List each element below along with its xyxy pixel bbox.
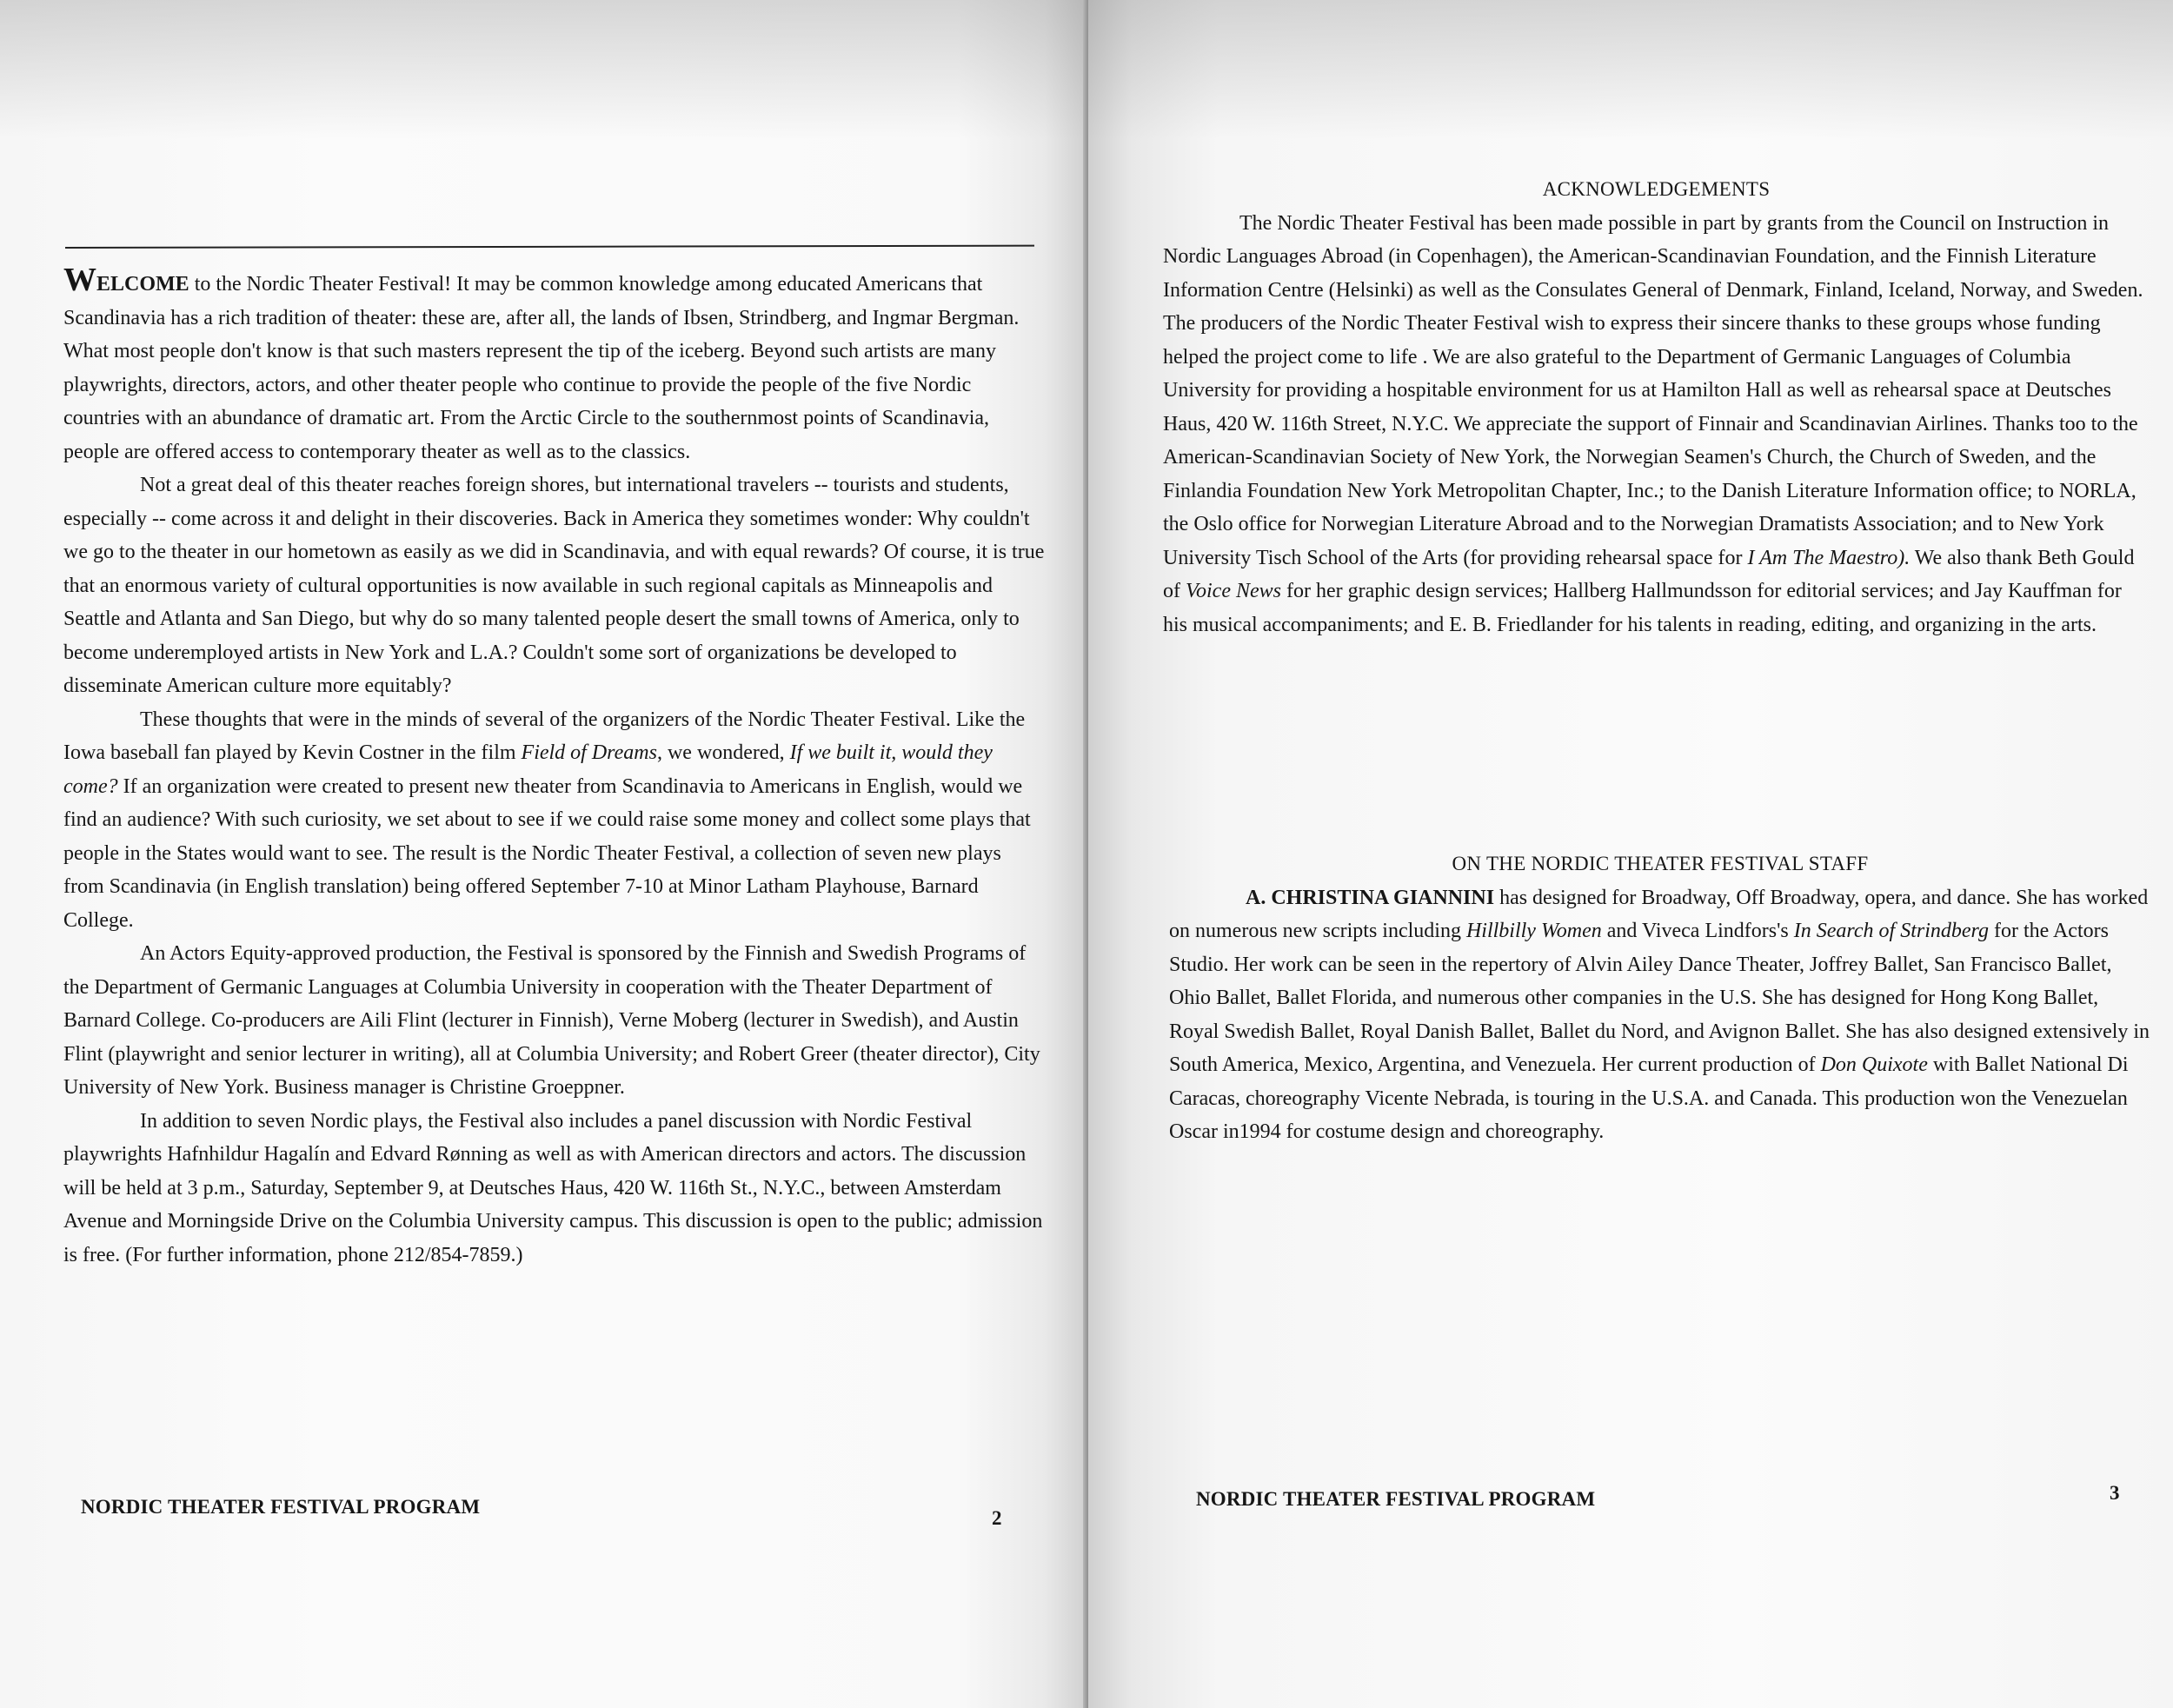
- film-title: Field of Dreams: [521, 741, 657, 764]
- page-shadow: [0, 0, 1088, 139]
- acknowledgements-paragraph: [1163, 207, 2150, 642]
- welcome-paragraph-2: Not a great deal of this theater reaches foreign shores, but international travelers -- tourists and students, especially -- come across it and delight in their discoveries. Back in America they sometimes wonder: Why couldn't we go to the theater in our hometown as easily as we did in Scandinavia, and with equal rewards? Of course, it is true that an enormous variety of cultural opportunities is now available in such regional capitals as Minneapolis and Seattle and Atlanta and San Diego, but why do so many talented people desert the small towns of America, only to become underemployed artists in New York and L.A.? Couldn't some sort of organizations be developed to disseminate American culture more equitably?: [63, 474, 1045, 697]
- welcome-paragraph-1: [63, 263, 1046, 469]
- welcome-section: [63, 263, 1046, 1272]
- acknowledgements-text-c: for her graphic design services; Hallberg Hallmundsson for editorial services; and Jay Kauffman for his musical accompaniments; and E. B. Friedlander for his talents in reading, editing, and organizing in the arts.: [1163, 580, 2122, 636]
- work-title-2: In Search of Strindberg: [1793, 920, 1989, 942]
- staff-text-c: for the Actors Studio. Her work can be seen in the repertory of Alvin Ailey Dance Theater, Joffrey Ballet, San Francisco Ballet, Ohio Ballet, Ballet Florida, and numerous other companies in the U.S. She has designed for Hong Kong Ballet, Royal Swedish Ballet, Royal Danish Ballet, Ballet du Nord, and Avignon Ballet. She has also designed extensively in South America, Mexico, Argentina, and Venezuela. Her current production of: [1169, 920, 2150, 1076]
- welcome-paragraph-3: [63, 703, 1046, 938]
- welcome-paragraph-5: In addition to seven Nordic plays, the Festival also includes a panel discussion with Nordic Festival playwrights Hafnhildur Hagalín and Edvard Rønning as well as with American directors and actors. The discussion will be held at 3 p.m., Saturday, September 9, at Deutsches Haus, 420 W. 116th St., N.Y.C., between Amsterdam Avenue and Morningside Drive on the Columbia University campus. This discussion is open to the public; admission is free. (For further information, phone 212/854-7859.): [63, 1109, 1043, 1266]
- acknowledgements-text-a: The Nordic Theater Festival has been made possible in part by grants from the Council on Instruction in Nordic Languages Abroad (in Copenhagen), the American-Scandinavian Foundation, and the Finnish Literature Information Centre (Helsinki) as well as the Consulates General of Denmark, Finland, Iceland, Norway, and Sweden. The producers of the Nordic Theater Festival wish to express their sincere thanks to these groups whose funding helped the project come to life . We are also grateful to the Department of Germanic Languages of Columbia University for providing a hospitable environment for us at Hamilton Hall as well as rehearsal space at Deutsches Haus, 420 W. 116th Street, N.Y.C. We appreciate the support of Finnair and Scandinavian Airlines. Thanks too to the American-Scandinavian Society of New York, the Norwegian Seamen's Church, the Church of Sweden, and the Finlandia Foundation New York Metropolitan Chapter, Inc.; to the Danish Literature Information office; to NORLA, the Oslo office for Norwegian Literature Abroad and to the Norwegian Dramatists Association; and to New York University Tisch School of the Arts (for providing rehearsal space for: [1163, 211, 2143, 569]
- staff-section: [1169, 847, 2151, 1149]
- staff-text-d: with Ballet National Di Caracas, choreography Vicente Nebrada, is touring in the U.S.A. and Canada. This production won the Venezuelan Oscar in1994 for costume design and choreography.: [1169, 1053, 2129, 1143]
- acknowledgements-text-b: We also thank Beth Gould of: [1163, 546, 2135, 602]
- acknowledgements-heading: ACKNOWLEDGEMENTS: [1542, 178, 1771, 200]
- work-title-3: Don Quixote: [1820, 1053, 1928, 1076]
- welcome-paragraph-3-text-c: If an organization were created to present new theater from Scandinavia to Americans in English, would we find an audience? With such curiosity, we set about to see if we could raise some money and collect some plays that people in the States would want to see. The result is the Nordic Theater Festival, a collection of seven new plays from Scandinavia (in English translation) being offered September 7-10 at Minor Latham Playhouse, Barnard College.: [63, 774, 1031, 932]
- publication-title: Voice News: [1186, 580, 1281, 602]
- right-page-number: 3: [2110, 1482, 2120, 1504]
- left-footer: NORDIC THEATER FESTIVAL PROGRAM: [81, 1496, 481, 1518]
- welcome-paragraph-3-text-b: , we wondered,: [656, 741, 790, 764]
- staff-heading: ON THE NORDIC THEATER FESTIVAL STAFF: [1452, 853, 1869, 874]
- welcome-paragraph-4: An Actors Equity-approved production, the Festival is sponsored by the Finnish and Swedish Programs of the Department of Germanic Languages at Columbia University in cooperation with the Theater Department of Barnard College. Co-producers are Aili Flint (lecturer in Finnish), Verne Moberg (lecturer in Swedish), and Austin Flint (playwright and senior lecturer in writing), all at Columbia University; and Robert Greer (theater director), City University of New York. Business manager is Christine Groeppner.: [63, 942, 1040, 1099]
- page-shadow: [1088, 0, 2173, 139]
- staff-bio-paragraph: [1169, 881, 2151, 1149]
- header-rule: [65, 245, 1034, 249]
- staff-text-a: has designed for Broadway, Off Broadway, opera, and dance. She has worked on numerous new scripts including: [1169, 886, 2149, 942]
- left-page-number: 2: [992, 1507, 1002, 1529]
- staff-text-b: and Viveca Lindfors's: [1601, 920, 1794, 942]
- drop-cap: W: [63, 262, 96, 298]
- staff-name: A. CHRISTINA GIANNINI: [1246, 886, 1495, 909]
- play-title: I Am The Maestro).: [1747, 546, 1911, 569]
- quote-text: If we built it, would they come?: [63, 741, 993, 798]
- welcome-smallcaps: ELCOME: [96, 273, 189, 296]
- welcome-paragraph-3-text-a: These thoughts that were in the minds of several of the organizers of the Nordic Theater Festival. Like the Iowa baseball fan played by Kevin Costner in the film: [63, 708, 1026, 764]
- right-footer: NORDIC THEATER FESTIVAL PROGRAM: [1196, 1488, 1596, 1510]
- welcome-paragraph-1-text: to the Nordic Theater Festival! It may be common knowledge among educated Americans that Scandinavia has a rich tradition of theater: these are, after all, the lands of Ibsen, Strindberg, and Ingmar Bergman. What most people don't know is that such masters represent the tip of the iceberg. Beyond such artists are many playwrights, directors, actors, and other theater people who continue to provide the people of the five Nordic countries with an abundance of dramatic art. From the Arctic Circle to the southernmost points of Scandinavia, people are offered access to contemporary theater as well as to the classics.: [63, 273, 1020, 463]
- work-title-1: Hillbilly Women: [1465, 920, 1602, 942]
- acknowledgements-section: [1163, 173, 2150, 641]
